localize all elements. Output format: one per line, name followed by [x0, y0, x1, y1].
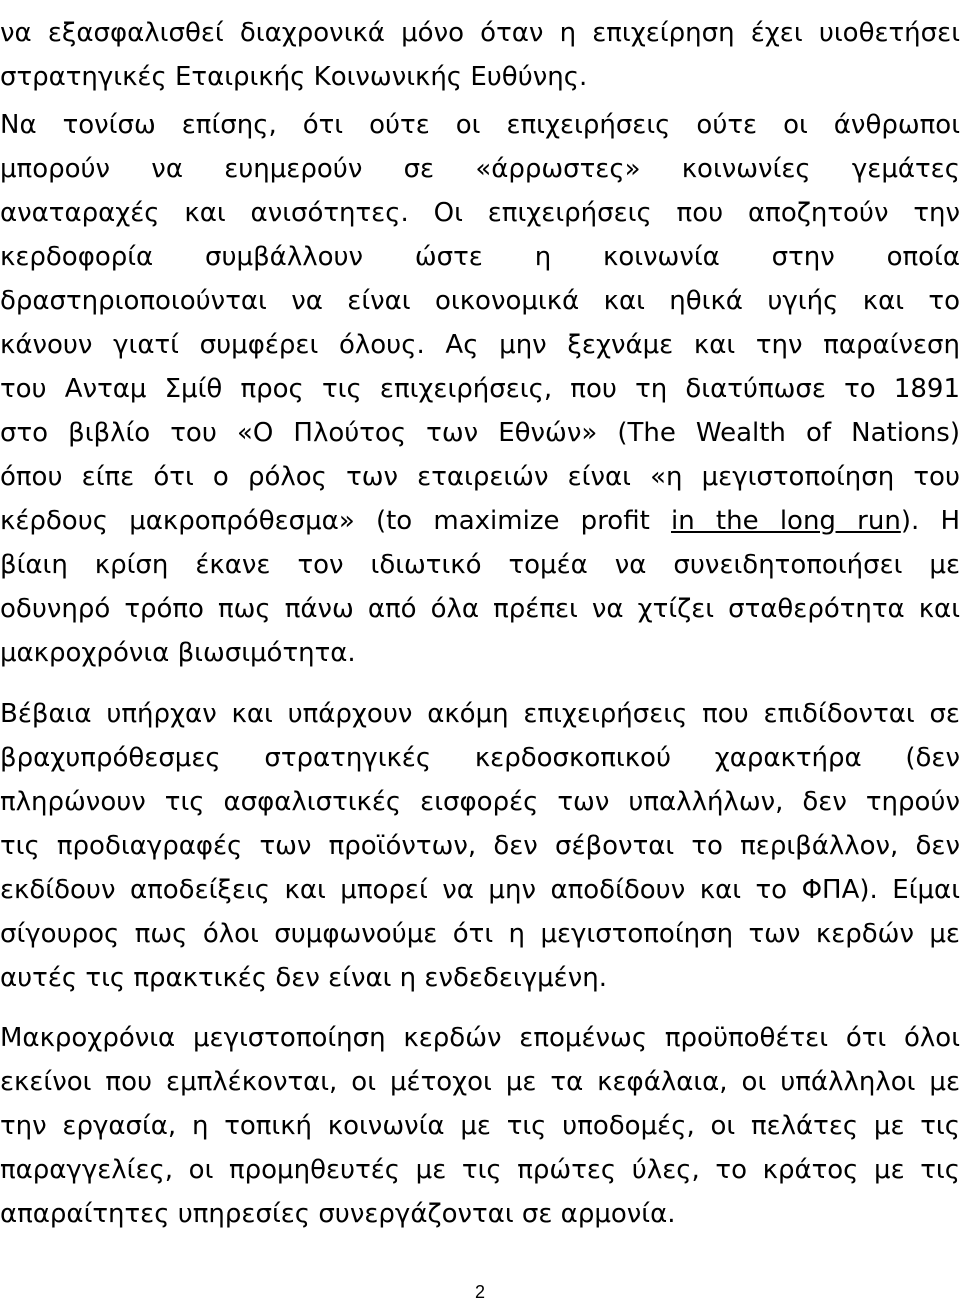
underlined-phrase: in the long run	[671, 506, 901, 536]
text-line: βραχυπρόθεσμες στρατηγικές κερδοσκοπικού χαρακτήρα (δεν	[0, 743, 960, 773]
text-line: παραγγελίες, οι προμηθευτές με τις πρώτες ύλες, το κράτος με τις	[0, 1155, 960, 1185]
paragraph-2	[0, 103, 960, 675]
text-line: όπου είπε ότι ο ρόλος των εταιρειών είναι «η μεγιστοποίηση του	[0, 462, 960, 492]
text-line: δραστηριοποιούνται να είναι οικονομικά και ηθικά υγιής και το	[0, 286, 960, 316]
text-line: στρατηγικές Εταιρικής Κοινωνικής Ευθύνης.	[0, 62, 588, 92]
text-line: εκείνοι που εμπλέκονται, οι μέτοχοι με τα κεφάλαια, οι υπάλληλοι με	[0, 1067, 960, 1097]
text-line: σίγουρος πως όλοι συμφωνούμε ότι η μεγιστοποίηση των κερδών με	[0, 919, 960, 949]
text-line: Βέβαια υπήρχαν και υπάρχουν ακόμη επιχειρήσεις που επιδίδονται σε	[0, 699, 960, 729]
text-segment: κέρδους μακροπρόθεσμα» (to maximize profit	[0, 506, 650, 536]
text-line: κάνουν γιατί συμφέρει όλους. Ας μην ξεχνάμε και την παραίνεση	[0, 330, 960, 360]
text-line: Μακροχρόνια μεγιστοποίηση κερδών επομένως προϋποθέτει ότι όλοι	[0, 1023, 960, 1053]
text-line: αναταραχές και ανισότητες. Οι επιχειρήσεις που αποζητούν την	[0, 198, 960, 228]
page-number: 2	[474, 1282, 485, 1302]
text-line: εκδίδουν αποδείξεις και μπορεί να μην αποδίδουν και το ΦΠΑ). Είμαι	[0, 875, 960, 905]
text-line-with-underline	[0, 499, 960, 543]
text-line: μπορούν να ευημερούν σε «άρρωστες» κοινωνίες γεμάτες	[0, 154, 960, 184]
text-line: πληρώνουν τις ασφαλιστικές εισφορές των υπαλλήλων, δεν τηρούν	[0, 787, 960, 817]
text-line: στο βιβλίο του «Ο Πλούτος των Εθνών» (The Wealth of Nations)	[0, 418, 960, 448]
text-line: την εργασία, η τοπική κοινωνία με τις υποδομές, οι πελάτες με τις	[0, 1111, 960, 1141]
paragraph-3	[0, 692, 960, 1000]
text-line: τις προδιαγραφές των προϊόντων, δεν σέβονται το περιβάλλον, δεν	[0, 831, 960, 861]
text-line: αυτές τις πρακτικές δεν είναι η ενδεδειγμένη.	[0, 963, 607, 993]
text-line: Να τονίσω επίσης, ότι ούτε οι επιχειρήσεις ούτε οι άνθρωποι	[0, 110, 960, 140]
text-line: βίαιη κρίση έκανε τον ιδιωτικό τομέα να συνειδητοποιήσει με	[0, 550, 960, 580]
text-line: οδυνηρό τρόπο πως πάνω από όλα πρέπει να χτίζει σταθερότητα και	[0, 594, 960, 624]
text-segment: ). Η	[900, 506, 960, 536]
paragraph-1	[0, 11, 960, 99]
text-line: να εξασφαλισθεί διαχρονικά μόνο όταν η επιχείρηση έχει υιοθετήσει	[0, 18, 960, 48]
paragraph-4	[0, 1016, 960, 1236]
text-line: του Ανταμ Σμίθ προς τις επιχειρήσεις, που τη διατύπωσε το 1891	[0, 374, 960, 404]
text-line: μακροχρόνια βιωσιμότητα.	[0, 638, 356, 668]
text-line: κερδοφορία συμβάλλουν ώστε η κοινωνία στην οποία	[0, 242, 960, 272]
text-line: απαραίτητες υπηρεσίες συνεργάζονται σε αρμονία.	[0, 1199, 676, 1229]
